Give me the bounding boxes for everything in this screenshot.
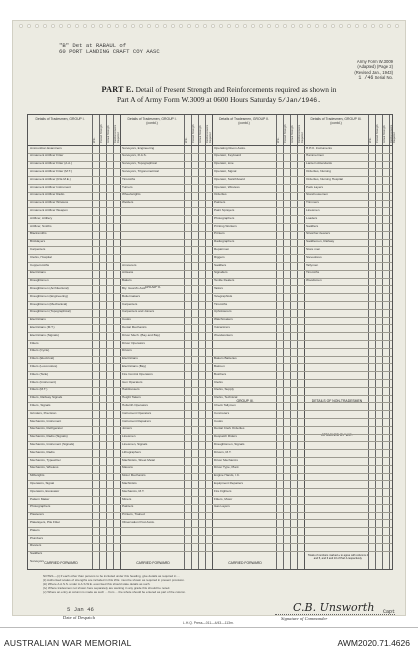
trade-name-cell: Surveyors, Topographical: [122, 162, 157, 166]
trade-name-cell: Woodworkers: [214, 333, 233, 337]
binding-hole: [43, 24, 47, 28]
trade-name-cell: Engine Hands, I.C.: [214, 474, 240, 478]
trade-name-cell: Fire Fighters: [214, 489, 232, 493]
trade-name-cell: Surveyors, Engineering: [122, 146, 155, 150]
binding-hole: [395, 24, 399, 28]
subheader-sub-we: W.E.: [93, 137, 96, 143]
non-tradesmen-label: DETAILS OF NON-TRADESMEN: [311, 399, 363, 403]
trade-name-cell: Orderlies, Nursing Hospital: [306, 177, 343, 181]
binding-hole: [171, 24, 175, 28]
trade-name-cell: Clerks, Hospital: [30, 255, 52, 259]
unit-stamp: [59, 43, 160, 56]
trade-name-cell: Draughtsmen: [30, 279, 49, 283]
commander-rank: Capt: [383, 609, 396, 615]
trade-name-cell: Bakers Batteries: [214, 357, 237, 361]
binding-hole: [331, 24, 335, 28]
trade-name-cell: Hairdressers: [122, 388, 140, 392]
trade-name-cell: Armourers: [122, 263, 137, 267]
trade-name-cell: Linesmen: [306, 209, 320, 212]
notes-block: [43, 574, 385, 594]
carried-forward-1: CARRIED FORWARD: [44, 561, 78, 565]
group-iii-label: GROUP III.: [236, 399, 254, 403]
trade-name-cell: Driver Type, Plant: [214, 466, 239, 470]
subheader-sub-reinf: Reinforcements Required: [206, 124, 212, 143]
form-page: [12, 20, 406, 625]
trade-name-cell: Mechanics, Radio (Signals): [30, 435, 68, 439]
trade-name-cell: Saddlemen, Railway: [306, 240, 335, 244]
form-ref-line-1: Army Form W.3009: [356, 59, 393, 64]
col-header-group-1-contd: Details of Tradesmen, GROUP I. (contd.): [127, 117, 177, 126]
binding-hole: [315, 24, 319, 28]
despatch-date-label: Date of Despatch: [63, 615, 95, 620]
binding-hole: [211, 24, 215, 28]
trade-name-cell: Dental Mechanics: [122, 326, 147, 329]
carried-forward-3: CARRIED FORWARD: [228, 561, 262, 565]
trade-name-cell: Orderlies, Nursing: [306, 170, 331, 173]
trade-name-cell: Cooks: [214, 419, 223, 423]
unit-stamp-line-2: 60 PORT LANDING CRAFT COY AASC: [59, 48, 160, 56]
trade-name-cell: Boilermakers: [122, 294, 141, 298]
trade-name-cell: Armament Artificer Instrument: [30, 185, 71, 189]
trade-name-cell: Mechanics, Typewriter: [30, 458, 61, 462]
part-text: Detail of Present Strength and Reinforcements required as shown in: [135, 85, 337, 94]
trade-name-cell: Mechanics, M.T.: [122, 489, 145, 493]
trade-name-cell: Linesmen: [122, 435, 136, 439]
trade-name-cell: Paint Sprayers: [214, 209, 235, 212]
trade-name-cell: Loaders: [306, 216, 318, 220]
signature-line: [275, 614, 395, 615]
part-heading-line-2: [43, 95, 395, 105]
trade-name-cell: Mechanics, Instrument: [30, 419, 62, 423]
binding-hole: [147, 24, 151, 28]
binding-hole: [275, 24, 279, 28]
trade-name-cell: Mechanics, Refrigerator: [30, 427, 63, 431]
trade-name-cell: Tinsmiths: [214, 302, 228, 306]
part-e-heading: [43, 85, 395, 105]
trade-name-cell: Joiners: [122, 427, 132, 431]
trade-name-cell: Machinists: [122, 482, 137, 485]
trade-name-cell: Storehousemen: [306, 193, 328, 197]
note-line-1: NOTES.—(i) If each other than persons to be included under this heading, give details as required in ...: [43, 574, 180, 578]
trade-name-cell: Armament Artificer Radio: [30, 193, 65, 197]
trade-name-cell: Drivers: [122, 349, 132, 353]
trade-name-cell: Printing Workers: [214, 224, 237, 228]
binding-hole: [259, 24, 263, 28]
binding-hole: [155, 24, 159, 28]
subheader-sub-we: W.E.: [369, 137, 372, 143]
trade-name-cell: Platelayers, Pile Fitter: [30, 521, 61, 524]
trade-name-cell: Observation Post Assts.: [122, 521, 155, 524]
trade-name-cell: Operator, Keyboard: [214, 154, 242, 158]
trade-name-cell: H.P.O. Instruments: [306, 146, 332, 150]
binding-hole: [371, 24, 375, 28]
subheader-sub-reinf: Reinforcements Required: [390, 124, 396, 143]
trade-name-cell: Masons: [122, 466, 133, 470]
trade-name-cell: Armament Artificer (R.E.M.E.): [30, 177, 71, 181]
binding-hole: [179, 24, 183, 28]
trade-name-cell: Electricians: [30, 318, 46, 322]
binding-hole: [131, 24, 135, 28]
date-value: 5: [278, 97, 283, 105]
trade-name-cell: Electricians: [122, 357, 138, 361]
binding-hole: [195, 24, 199, 28]
trade-name-cell: Driver Mechanics: [214, 458, 238, 462]
trade-name-cell: Grinders, Precision: [30, 411, 57, 415]
trade-name-cell: Mechanics, Wireless: [30, 466, 59, 470]
binding-hole: [347, 24, 351, 28]
binding-hole: [307, 24, 311, 28]
subheader-sub-we: W.E.: [185, 137, 188, 143]
subheader-sub-posted: Posted Strength: [284, 124, 287, 143]
trade-name-cell: Stevedores: [306, 255, 322, 259]
trade-name-cell: Driver Mech. (Bay and Bay): [122, 333, 160, 337]
form-ref-line-3: (Revised Jan., 1943): [354, 69, 393, 75]
attached-label: ATTACHED BY W.E.: [321, 433, 353, 437]
carried-forward-2: CARRIED FORWARD: [136, 561, 170, 565]
trade-name-cell: Saddlers: [30, 552, 43, 556]
col-header-group-3-contd: Details of Tradesmen, GROUP III. (contd.): [310, 117, 362, 126]
trade-name-cell: Equipment Repairers: [214, 482, 244, 485]
trade-name-cell: Clerks: [214, 380, 223, 384]
trade-name-cell: Fitters (Locomotive): [30, 365, 58, 368]
binding-hole: [75, 24, 79, 28]
trade-name-cell: Drivers, M.T.: [214, 450, 232, 454]
trade-name-cell: Operator, Signal: [214, 170, 237, 173]
unit-stamp-line-1: "B" Det at RABAUL of: [59, 42, 127, 49]
binding-hole: [123, 24, 127, 28]
binding-hole: [91, 24, 95, 28]
form-reference: [313, 59, 393, 82]
binding-hole: [283, 24, 287, 28]
trade-name-cell: Photographers: [30, 505, 51, 509]
trade-name-cell: Fitters (M.T.): [30, 388, 48, 392]
trade-name-cell: Operating Room Assts.: [214, 146, 246, 150]
trade-name-cell: Painters: [122, 505, 134, 509]
binding-hole: [99, 24, 103, 28]
trade-name-cell: Electricians (Signals): [30, 333, 59, 337]
trade-name-cell: Miners: [122, 497, 132, 501]
trade-name-cell: Turners: [122, 185, 133, 189]
trade-name-cell: Printers, Trained: [122, 513, 145, 517]
binding-hole: [67, 24, 71, 28]
trade-name-cell: Carpenters and Joiners: [122, 310, 155, 314]
serial-value: 1 /46: [358, 75, 374, 82]
signature-label: Signature of Commander: [281, 616, 328, 621]
trade-name-cell: Electricians (Bay): [122, 365, 147, 368]
trade-name-cell: Pattern Maker: [30, 497, 50, 501]
subheader-sub-posted: Posted Strength: [376, 124, 379, 143]
trade-name-cell: Operators, Signal: [30, 482, 55, 485]
trade-name-cell: Gun Operators: [122, 380, 143, 384]
trade-name-cell: Draughtsmen (Topographical): [30, 310, 71, 314]
binding-hole: [115, 24, 119, 28]
subheader-sub-actual: Actual Strength: [291, 125, 294, 143]
despatch-date: 5 Jan 46: [67, 606, 94, 613]
subheader-sub-reinf: Reinforcements Required: [114, 124, 120, 143]
trade-name-cell: Fitters: [30, 341, 39, 345]
commander-signature: C.B. Unsworth: [293, 601, 375, 614]
trade-name-cell: Fitters, Railway Signals: [30, 396, 63, 400]
trade-name-cell: Fitters, Motor: [214, 497, 233, 501]
group-ii-label: GROUP II.: [144, 285, 162, 289]
trade-name-cell: Mechanics, Radio: [30, 450, 55, 454]
trade-name-cell: Plasterers: [30, 513, 44, 517]
note-line-5: (v) Where an entry at column is made as such ... from ... the whole should be entered as part of the column.: [43, 590, 186, 595]
trade-name-cell: Coppersmiths: [30, 263, 50, 267]
binding-hole: [203, 24, 207, 28]
trade-name-cell: Motor Mechanics: [122, 474, 146, 478]
trade-name-cell: Instrument Repairers: [122, 419, 151, 423]
trade-name-cell: Surveyors, Trigonometrical: [122, 170, 159, 173]
trade-name-cell: Ammunition Examiners: [30, 146, 62, 150]
binding-hole: [291, 24, 295, 28]
archive-name: AUSTRALIAN WAR MEMORIAL: [4, 638, 132, 648]
binding-hole: [187, 24, 191, 28]
trade-name-cell: Upholsterers: [214, 310, 232, 314]
subheader-sub-actual: Actual Strength: [199, 125, 202, 143]
trade-name-cell: Repairmen: [214, 248, 230, 251]
binding-hole: [251, 24, 255, 28]
trade-name-cell: Tinsmiths: [306, 271, 320, 275]
trade-name-cell: Photographers: [214, 216, 235, 220]
trade-name-cell: Surveyors: [30, 560, 44, 563]
trade-name-cell: Platers: [30, 528, 40, 532]
binding-hole: [299, 24, 303, 28]
trade-name-cell: Electricians (M.T.): [30, 326, 55, 329]
trade-name-cell: Height Takers: [122, 396, 141, 400]
part-text-2: Part A of Army Form W.3009 at 0600 Hours Saturday: [116, 95, 277, 105]
binding-hole: [323, 24, 327, 28]
binding-hole: [83, 24, 87, 28]
binding-hole: [387, 24, 391, 28]
trade-name-cell: Operators, Excavator: [30, 489, 60, 493]
serial-number: [313, 75, 393, 82]
binding-hole: [227, 24, 231, 28]
binding-hole: [107, 24, 111, 28]
binding-hole: [219, 24, 223, 28]
trade-name-cell: Signallers: [214, 271, 228, 275]
subheader-sub-reinf: Reinforcements Required: [298, 124, 304, 143]
trade-name-cell: Draughtsmen, Signals: [214, 443, 245, 446]
trade-name-cell: Armament Artificer Fitter: [30, 154, 64, 158]
trade-name-cell: Linesmen, Signals: [122, 443, 148, 446]
trade-name-cell: Riggers: [214, 255, 225, 259]
note-line-2: (ii) Authorised scales of strengths are included in this W.E. must be shown as required in present provision.: [43, 578, 185, 583]
note-line-3: (iii) Where A.A.S.S. under A.A.S.W.E. exercised this should state details as such.: [43, 582, 151, 587]
trade-name-cell: Carpenters: [122, 302, 138, 306]
trade-name-cell: Pack Layers: [306, 185, 324, 189]
trade-name-cell: Stretcher-bearers: [306, 232, 331, 236]
trade-name-cell: Watchmakers: [214, 318, 233, 322]
trade-name-cell: Store men: [306, 248, 321, 251]
trade-name-cell: Tallymen: [306, 263, 319, 267]
trade-name-cell: Draughtsmen (Mechanical): [30, 302, 68, 306]
trade-name-cell: Fire Control Operators: [122, 372, 153, 376]
trade-name-cell: Bty. Guard's Asst.: [122, 287, 147, 290]
trade-name-cell: Fitters (Electrical): [30, 357, 55, 361]
trade-name-cell: Telegraphists: [214, 294, 233, 298]
binding-hole: [51, 24, 55, 28]
printer-imprint: L.H.Q. Press—011—4/43—113m.: [183, 621, 234, 625]
trade-name-cell: Textile Dealers: [214, 279, 235, 283]
trade-name-cell: Riveters: [30, 544, 42, 548]
trade-name-cell: Driver Operators: [122, 341, 145, 345]
trade-name-cell: Draughtsmen (Engineering): [30, 294, 69, 298]
binding-hole: [267, 24, 271, 28]
binding-hole: [35, 24, 39, 28]
trade-name-cell: Tinsmiths: [122, 177, 136, 181]
trade-name-cell: Painters: [214, 201, 226, 205]
trade-name-cell: Batmen: [214, 365, 225, 368]
trade-name-cell: Artificer, Artillery: [30, 216, 53, 220]
binding-hole: [243, 24, 247, 28]
archive-caption: [0, 627, 418, 653]
trade-name-cell: Tailors: [214, 287, 223, 290]
col-header-group-1: Details of Tradesmen, GROUP I.: [35, 117, 85, 121]
trade-name-cell: Concreters: [214, 411, 230, 415]
trade-name-cell: Dental Clerk Orderlies: [214, 427, 245, 431]
binding-hole: [355, 24, 359, 28]
trade-name-cell: Armament Artificer Fitter (M.T.): [30, 170, 73, 173]
form-ref-line-2: (Adapted) (Page 2): [357, 64, 393, 70]
trade-name-cell: Saddlers: [306, 224, 319, 228]
trade-name-cell: Check Tallymen: [214, 404, 236, 407]
subheader-sub-actual: Actual Strength: [383, 125, 386, 143]
trade-name-cell: Plumbers: [30, 536, 44, 540]
trade-name-cell: Millwrights: [30, 474, 45, 478]
trade-name-cell: Hammermen: [306, 154, 324, 158]
binding-hole: [27, 24, 31, 28]
trade-name-cell: Lithographers: [122, 450, 141, 454]
strength-table: [27, 114, 396, 570]
trade-name-cell: Instrument Operators: [122, 411, 152, 415]
trade-name-cell: Clerks, Supply: [214, 388, 234, 392]
trade-name-cell: Saddlers: [214, 263, 227, 267]
trade-name-cell: Fitters (Tank): [30, 372, 49, 376]
trade-name-cell: Lantern Attendants: [306, 162, 332, 166]
trade-name-cell: Welders: [122, 201, 134, 205]
binding-hole: [363, 24, 367, 28]
trade-name-cell: Clerks, Technical: [214, 396, 238, 400]
trade-name-cell: Orderlies: [214, 193, 227, 197]
trade-name-cell: Machinists, Sheet Metal: [122, 458, 155, 462]
part-title: PART E.: [101, 85, 134, 94]
subheader-sub-we: W.E.: [277, 137, 280, 143]
trade-name-cell: Artificer, Smiths: [30, 224, 52, 228]
trade-name-cell: Fitters (Instrument): [30, 380, 57, 384]
trade-name-cell: Armament Artificer Wireless: [30, 201, 69, 205]
trade-name-cell: Mechanics, Instrument (Signals): [30, 443, 75, 446]
part-heading-line-1: [43, 85, 395, 95]
binding-hole: [235, 24, 239, 28]
trade-name-cell: Gas Layers: [214, 505, 230, 509]
trade-name-cell: Operator, Switchboard: [214, 177, 245, 181]
binding-hole: [59, 24, 63, 28]
trade-name-cell: Electricians: [30, 271, 46, 275]
subheader-sub-posted: Posted Strength: [192, 124, 195, 143]
col-header-group-2-contd: Details of Tradesmen, GROUP II. (contd.): [218, 117, 270, 126]
date-suffix: /Jan/1946.: [282, 97, 322, 105]
subheader-sub-actual: Actual Strength: [107, 125, 110, 143]
trade-name-cell: Armament Artificer Weapon: [30, 209, 68, 212]
trade-name-cell: Hollerith Operators: [122, 404, 148, 407]
trade-name-cell: Radiographers: [214, 240, 235, 244]
trade-name-cell: Fitters, Signals: [30, 404, 51, 407]
binding-hole: [139, 24, 143, 28]
serial-label: Serial No.: [374, 75, 393, 81]
trade-name-cell: Operator, Line: [214, 162, 234, 166]
trade-name-cell: Carpenters: [30, 248, 46, 251]
trade-name-cell: Despatch Riders: [214, 435, 237, 439]
binding-hole: [339, 24, 343, 28]
trade-name-cell: Printers: [214, 232, 225, 236]
binding-hole: [19, 24, 23, 28]
trade-name-cell: Butchers: [214, 372, 227, 376]
binding-hole: [163, 24, 167, 28]
binding-hole: [379, 24, 383, 28]
note-line-4: (iv) Where tradesmen not shown here separately are wanting in any grade this should be noted.: [43, 586, 171, 591]
subheader-sub-posted: Posted Strength: [100, 124, 103, 143]
trade-name-cell: Cooks: [122, 318, 131, 322]
trade-name-cell: Surveyors, R.A.S.: [122, 154, 147, 158]
trade-name-cell: Woodsmen: [306, 279, 322, 283]
totals-note: Totals of numbers marked ⚹ to agree with columns 4 and 5, and 6 and 10 of Part A respectively.: [307, 554, 369, 560]
trade-name-cell: Wheelwrights: [122, 193, 141, 197]
trade-name-cell: Blacksmiths: [30, 232, 47, 236]
binding-holes: [13, 24, 405, 30]
trade-name-cell: Trimmers: [306, 201, 319, 205]
trade-name-cell: Draughtsmen (Architectural): [30, 287, 69, 290]
trade-name-cell: Operator, Wireless: [214, 185, 240, 189]
trade-name-cell: Artisans: [122, 271, 134, 275]
trade-name-cell: Fitters (Cycle): [30, 349, 50, 353]
archive-accession: AWM2020.71.4626: [337, 638, 410, 648]
trade-name-cell: Armament Artificer Fitter (A.A.): [30, 162, 73, 166]
trade-name-cell: Bricklayers: [30, 240, 46, 244]
trade-name-cell: Bakers: [122, 279, 132, 283]
trade-name-cell: Vulcanizers: [214, 326, 230, 329]
